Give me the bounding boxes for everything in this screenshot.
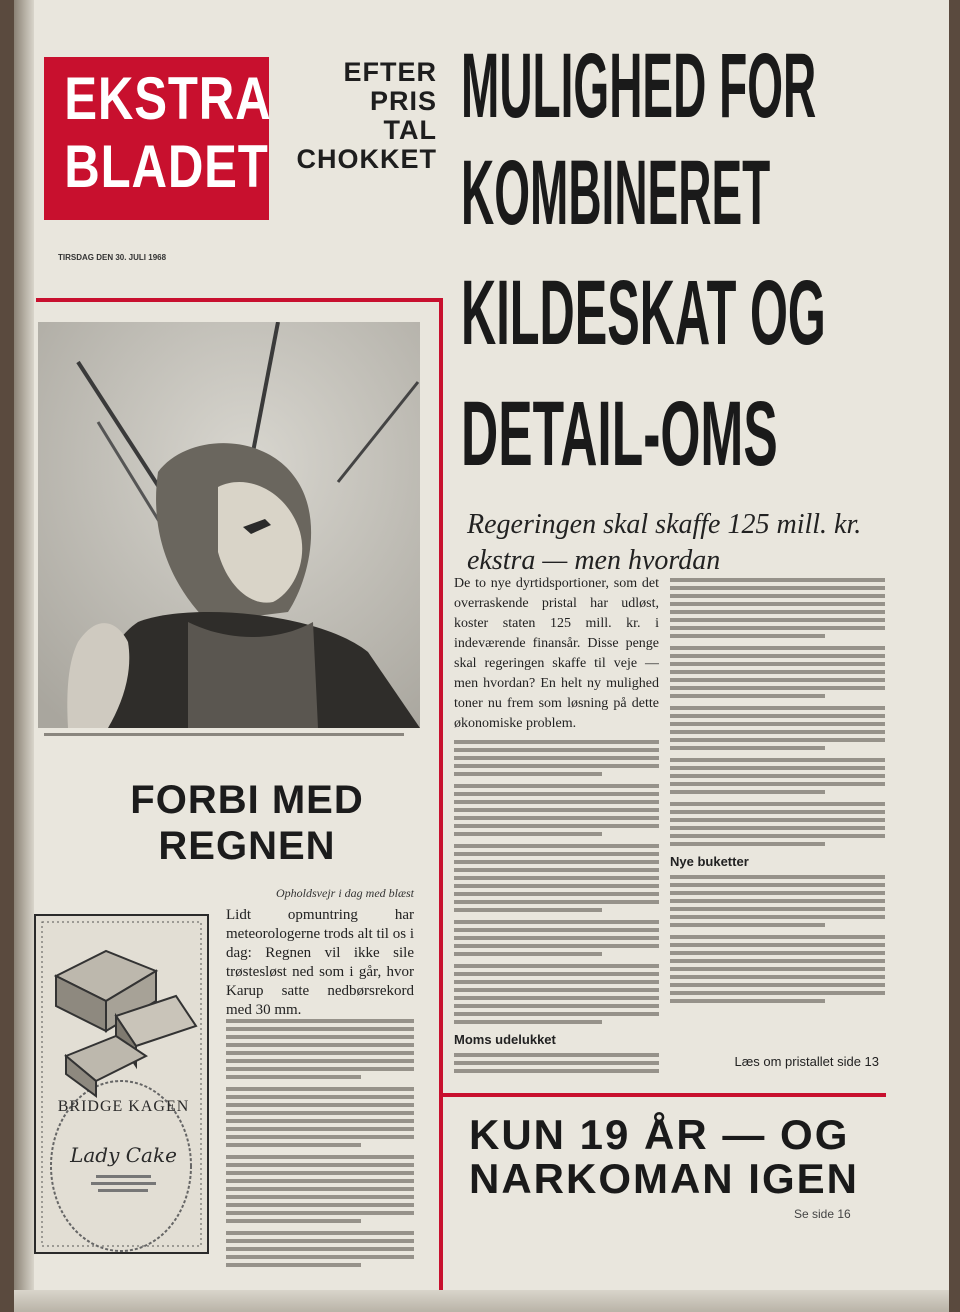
crosshead: Moms udelukket	[454, 1032, 556, 1047]
body-text-block	[454, 844, 659, 912]
body-text-block	[454, 740, 659, 776]
weather-subheadline: Opholdsvejr i dag med blæst	[276, 886, 414, 900]
masthead-line-2: BLADET	[64, 133, 269, 200]
body-text-block	[454, 964, 659, 1024]
lead-story-column-left	[454, 574, 659, 1074]
main-headline-line: DETAIL-OMS	[461, 383, 778, 485]
main-headline-line: KOMBINERET	[461, 142, 771, 244]
main-subheadline: Regeringen skal skaffe 125 mill. kr. ekstra — men hvordan	[467, 509, 862, 576]
body-text-block	[670, 578, 885, 638]
masthead-logo	[44, 57, 272, 220]
body-text-block	[670, 875, 885, 927]
caption-text-lines	[44, 731, 419, 739]
bridge-cake-advert	[34, 914, 209, 1254]
kicker-line: TAL	[383, 115, 437, 145]
body-text-block	[670, 935, 885, 1003]
photo-caption	[44, 731, 419, 741]
newspaper-front-page	[14, 0, 949, 1312]
continued-reference: Læs om pristallet side 13	[734, 1054, 879, 1069]
masthead-line-1: EKSTRA	[64, 65, 272, 132]
red-rule-bottom	[441, 1093, 886, 1097]
main-headline-line: KILDESKAT OG	[461, 262, 826, 364]
body-text-block	[454, 1053, 659, 1074]
headline-kicker	[267, 58, 437, 174]
body-text-block	[670, 706, 885, 750]
lead-story-intro: De to nye dyrtidsportioner, som det overraskende pristal har udløst, koster staten 125 mill. kr. i indeværende finansår. Disse penge skal regeringen skaffe til veje — men hvordan? En helt ny mulighed toner nu frem som løsning på dette økonomiske problem.	[454, 576, 659, 731]
kicker-line: EFTER	[343, 57, 437, 87]
teaser-page-reference: Se side 16	[794, 1207, 851, 1221]
kicker-line: CHOKKET	[296, 144, 437, 174]
advert-logo-script: Lady Cake	[70, 1143, 177, 1167]
body-text-block	[670, 758, 885, 794]
red-rule-top	[36, 298, 441, 302]
woman-photo-illustration	[38, 322, 420, 728]
body-text-block	[454, 920, 659, 956]
advert-fine-print-lines	[36, 1171, 209, 1195]
advert-small-print	[36, 1171, 209, 1198]
weather-lead-text: Lidt opmuntring har meteorologerne trods alt til os i dag: Regnen vil ikke sile trøstesløst ned som i går, hvor Karup satte nedbørsrekord med 30 mm.	[226, 907, 414, 1018]
dateline: TIRSDAG DEN 30. JULI 1968	[58, 253, 167, 262]
main-headline-line: MULIGHED FOR	[461, 35, 817, 137]
body-text-block	[670, 646, 885, 698]
weather-body-text	[226, 1015, 414, 1277]
weather-headline: FORBI MED REGNEN	[130, 778, 364, 868]
advert-brand: BRIDGE KAGEN	[57, 1098, 190, 1115]
cover-photo	[38, 322, 420, 728]
paper-edge	[14, 0, 34, 1312]
advert-cake-illustration	[36, 916, 207, 1252]
body-text-block	[670, 802, 885, 846]
paper-bottom-edge	[14, 1290, 949, 1312]
teaser-headline: KUN 19 ÅR — OG NARKOMAN IGEN	[469, 1111, 859, 1202]
crosshead: Nye buketter	[670, 854, 749, 869]
red-rule-vertical	[439, 298, 443, 1312]
body-text-block	[454, 784, 659, 836]
kicker-line: PRIS	[369, 86, 437, 116]
lead-story-column-right	[670, 574, 885, 1074]
